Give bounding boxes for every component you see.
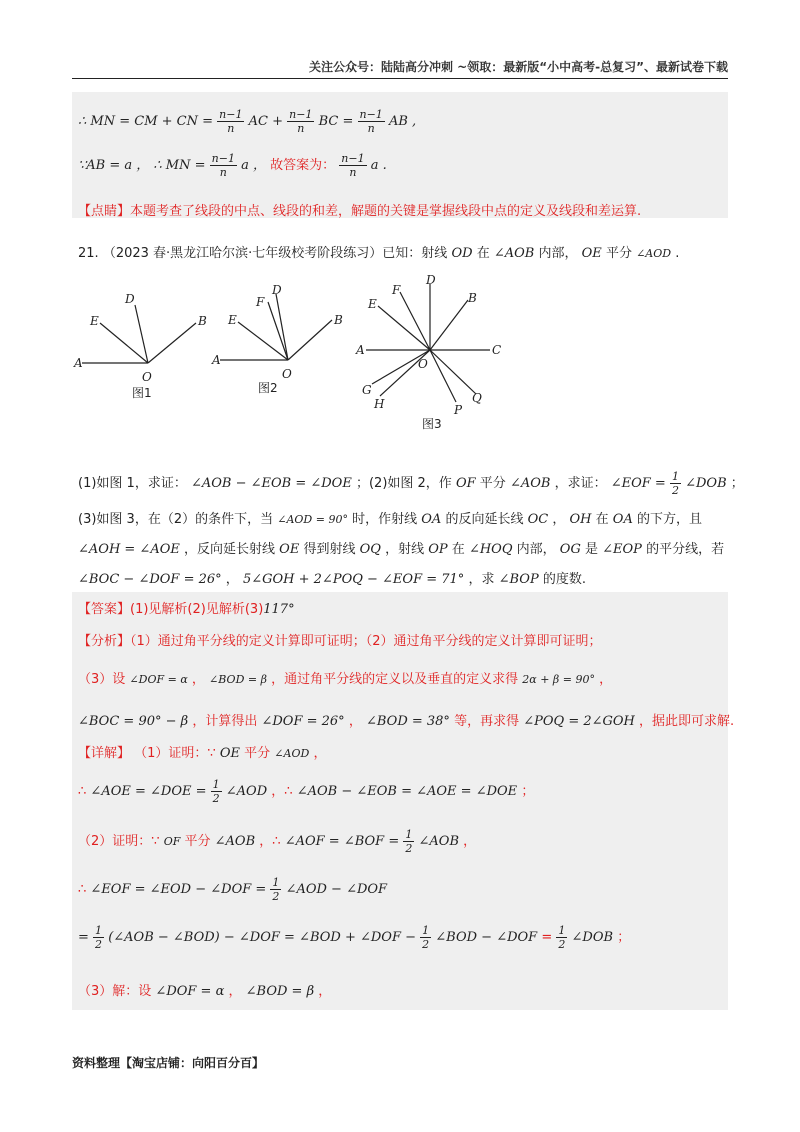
figure-2 [208, 280, 358, 405]
ray-of [400, 292, 430, 350]
prev-line-2: ∵AB = a ， ∴ MN = $\frac{n-1}{n}$ a ， 故答案为： $\frac{n-1}{n}$ a . [78, 152, 387, 179]
svg-text:P: P [454, 403, 463, 417]
page-footer: 资料整理【淘宝店铺：向阳百分百】 [72, 1056, 265, 1070]
dianjing-line: 【点睛】本题考查了线段的中点、线段的和差，解题的关键是掌握线段中点的定义及线段和差运算. [78, 204, 642, 219]
svg-text:O: O [418, 357, 428, 371]
ray-op [430, 350, 456, 402]
detail-line-6: （3）解：设 ∠DOF = α ， ∠BOD = β ， [78, 984, 332, 999]
analysis-line-1: 【分析】（1）通过角平分线的定义计算即可证明；（2）通过角平分线的定义计算即可证明； [78, 634, 602, 649]
svg-text:B: B [468, 291, 477, 305]
svg-text:O: O [142, 370, 152, 384]
ray-oe [378, 306, 430, 350]
fig3-caption: 图3 [422, 417, 442, 431]
ray-od [276, 294, 288, 360]
prev-line-1: ∴ MN = CM + CN = $\frac{n-1}{n}$ AC + $\frac{n-1}{n}$ BC = $\frac{n-1}{n}$ AB , [78, 108, 417, 135]
svg-text:G: G [362, 383, 372, 397]
ray-oe [238, 322, 288, 360]
fig1-caption: 图1 [132, 386, 152, 400]
svg-text:A: A [74, 356, 83, 370]
svg-text:C: C [492, 343, 502, 357]
svg-text:D: D [426, 273, 436, 287]
svg-text:F: F [392, 283, 401, 297]
detail-line-4: ∴ ∠EOF = ∠EOD − ∠DOF = $\frac{1}{2}$ ∠AOD − ∠DOF [78, 876, 388, 903]
detail-line-3: （2）证明：∵ OF 平分 ∠AOB ，∴ ∠AOF = ∠BOF = $\frac{1}{2}$ ∠AOB ， [78, 828, 477, 855]
svg-text:D: D [272, 283, 282, 297]
q21-part3-line2: ∠AOH = ∠AOE ，反向延长射线 OE 得到射线 OQ ，射线 OP 在 ∠HOQ 内部， OG 是 ∠EOP 的平分线，若 [78, 542, 725, 557]
svg-text:D: D [125, 292, 135, 306]
svg-text:A: A [356, 343, 365, 357]
detail-line-2: ∴ ∠AOE = ∠DOE = $\frac{1}{2}$ ∠AOD ，∴ ∠AOB − ∠EOB = ∠AOE = ∠DOE ； [78, 778, 535, 805]
svg-text:H: H [374, 397, 385, 411]
svg-text:B: B [198, 314, 207, 328]
q21-part3-line3: ∠BOC − ∠DOF = 26° ， 5∠GOH + 2∠POQ − ∠EOF = 71° ，求 ∠BOP 的度数. [78, 572, 586, 587]
ray-ob [148, 323, 196, 363]
svg-text:E: E [368, 297, 377, 311]
svg-text:E: E [90, 314, 99, 328]
analysis-line-2: （3）设 ∠DOF = α ， ∠BOD = β ，通过角平分线的定义以及垂直的定义求得 2α + β = 90° ， [78, 672, 613, 687]
fig2-caption: 图2 [258, 381, 278, 395]
ray-oq [430, 350, 476, 394]
detail-line-5: = $\frac{1}{2}$ (∠AOB − ∠BOD) − ∠DOF = ∠BOD + ∠DOF − $\frac{1}{2}$ ∠BOD − ∠DOF = $\frac{1}{2}$ ∠DOB ； [78, 924, 631, 951]
q21-stem: 21. （2023 春·黑龙江哈尔滨·七年级校考阶段练习）已知：射线 OD 在 ∠AOB 内部， OE 平分 ∠AOD . [78, 246, 680, 261]
ray-of [268, 302, 288, 360]
svg-text:A: A [212, 353, 221, 367]
svg-text:E: E [228, 313, 237, 327]
ray-ob [430, 300, 468, 350]
ray-ob [288, 320, 332, 360]
analysis-line-3: ∠BOC = 90° − β ，计算得出 ∠DOF = 26° ， ∠BOD = 38° 等，再求得 ∠POQ = 2∠GOH ，据此即可求解. [78, 714, 735, 729]
svg-text:O: O [282, 367, 292, 381]
q21-part3-line1: (3)如图 3，在（2）的条件下，当 ∠AOD = 90° 时，作射线 OA 的反向延长线 OC ， OH 在 OA 的下方，且 [78, 512, 702, 527]
detail-line-1: 【详解】 （1）证明：∵ OE 平分 ∠AOD ， [78, 746, 327, 761]
answer-line: 【答案】(1)见解析(2)见解析(3)117° [78, 602, 295, 617]
figure-3 [350, 270, 520, 435]
svg-text:F: F [256, 295, 265, 309]
svg-text:Q: Q [472, 391, 482, 405]
figure-1 [70, 285, 220, 405]
q21-part1-2: (1)如图 1，求证： ∠AOB − ∠EOB = ∠DOE ；(2)如图 2，作 OF 平分 ∠AOB ，求证： ∠EOF = $\frac{1}{2}$ ∠DOB ； [78, 470, 744, 497]
page-header: 关注公众号：陆陆高分冲刺 ~领取：最新版“小中高考-总复习”、最新试卷下载 [72, 58, 728, 79]
svg-text:B: B [334, 313, 343, 327]
